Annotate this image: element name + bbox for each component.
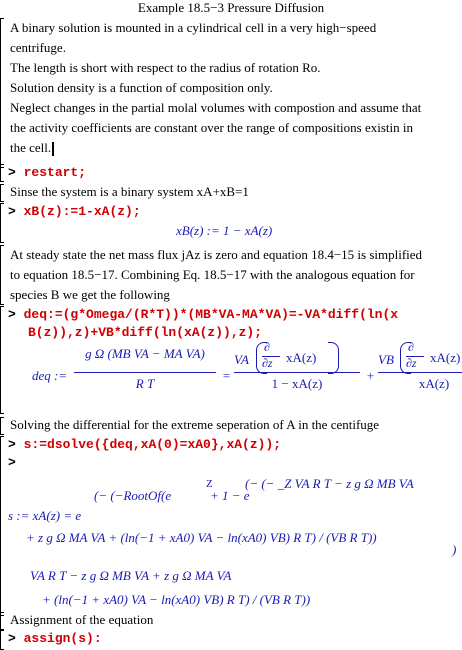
frac3-coef: VB — [378, 352, 394, 367]
frac3-bar — [378, 372, 462, 373]
prompt-symbol: > — [8, 165, 16, 180]
execution-group-bracket[interactable] — [0, 164, 4, 182]
input-line-assign[interactable] — [8, 630, 102, 648]
command-dsolve[interactable]: s:=dsolve({deq,xA(0)=xA0},xA(z)); — [23, 437, 282, 452]
command-restart[interactable]: restart; — [23, 165, 87, 180]
prompt-symbol: > — [8, 437, 16, 452]
intro-line: Neglect changes in the partial molal volumes with compostion and assume that — [10, 100, 422, 115]
text-line: to equation 18.5−17. Combining Eq. 18.5−17 with the analogous equation for — [10, 267, 415, 282]
frac2-denominator: 1 − xA(z) — [271, 376, 323, 391]
worksheet-title: Example 18.5−3 Pressure Diffusion — [137, 0, 325, 15]
prompt-symbol: > — [8, 307, 16, 322]
input-line-xb[interactable] — [8, 203, 141, 221]
text-assignment: Assignment of the equation — [10, 612, 154, 627]
execution-group-bracket[interactable] — [0, 245, 4, 305]
input-line-deq-cont[interactable] — [28, 324, 262, 342]
intro-line: the activity coefficients are constant over the range of compositions existin in — [10, 120, 413, 135]
execution-group-bracket[interactable] — [0, 612, 4, 630]
intro-line: The length is short with respect to the radius of rotation Ro. — [10, 60, 321, 75]
intro-line: centrifuge. — [10, 40, 66, 55]
deriv-bottom: ∂z — [406, 356, 417, 370]
text-line: At steady state the net mass flux jAz is zero and equation 18.4−15 is simplified — [10, 247, 423, 262]
output-xb: xB(z) := 1 − xA(z) — [176, 223, 273, 238]
command-deq[interactable]: deq:=(g*Omega/(R*T))*(MB*VA-MA*VA)=-VA*diff(ln(x — [23, 307, 399, 322]
frac1-bar — [74, 372, 216, 373]
frac2-numerator — [234, 340, 360, 372]
execution-group-bracket[interactable] — [0, 436, 4, 616]
frac1-denominator: R T — [135, 376, 155, 391]
intro-line: Solution density is a function of composition only. — [10, 80, 273, 95]
dsolve-line4: VA R T − z g Ω MB VA + z g Ω MA VA — [30, 568, 232, 583]
dsolve-line2b: + 1 − e — [210, 488, 250, 503]
deriv-arg: xA(z) — [430, 350, 461, 365]
intro-line — [10, 138, 421, 158]
text-solving: Solving the differential for the extreme seperation of A in the centifuge — [10, 417, 380, 432]
execution-group-bracket[interactable] — [0, 306, 4, 414]
text-line: species B we get the following — [10, 287, 170, 302]
intro-line: A binary solution is mounted in a cylindrical cell in a very high−speed — [10, 20, 377, 35]
deriv-top: ∂ — [408, 340, 414, 354]
input-line-deq[interactable] — [8, 306, 398, 324]
dsolve-close-paren: ) — [452, 542, 457, 557]
prompt-symbol: > — [8, 455, 16, 470]
dsolve-lhs: s := xA(z) = e — [8, 508, 82, 523]
dsolve-line5: + (ln(−1 + xA0) VA − ln(xA0) VB) R T) / (VB R T)) — [42, 592, 311, 607]
frac2-bar — [234, 372, 360, 373]
frac3-denominator: xA(z) — [418, 376, 450, 391]
text-cursor — [52, 142, 54, 156]
intro-text — [10, 18, 421, 158]
execution-group-bracket[interactable] — [0, 18, 4, 168]
frac1-numerator: g Ω (MB VA − MA VA) — [85, 346, 205, 361]
input-line-restart[interactable] — [8, 164, 86, 182]
command-deq-cont[interactable]: B(z)),z)+VB*diff(ln(xA(z)),z); — [28, 325, 263, 340]
intro-line-text: the cell. — [10, 140, 52, 155]
output-dsolve — [8, 472, 458, 616]
deq-lhs: deq := — [32, 368, 68, 383]
execution-group-bracket[interactable] — [0, 630, 4, 650]
input-line-dsolve[interactable] — [8, 436, 281, 454]
execution-group-bracket[interactable] — [0, 203, 4, 243]
dsolve-line3: + z g Ω MA VA + (ln(−1 + xA0) VA − ln(xA0) VB) R T) / (VB R T)) — [26, 530, 377, 545]
execution-group-bracket[interactable] — [0, 184, 4, 202]
command-assign[interactable]: assign(s): — [23, 631, 102, 646]
frac2-coef: VA — [234, 352, 249, 367]
frac3-numerator — [378, 340, 462, 372]
dsolve-line2: (− (−RootOf(e — [94, 488, 172, 503]
paren-right — [328, 342, 339, 374]
equals-sign: = — [222, 368, 231, 383]
dsolve-exp-z: Z — [206, 478, 213, 490]
input-line-empty[interactable] — [8, 454, 16, 472]
text-binary-system: Sinse the system is a binary system xA+xB=1 — [10, 184, 249, 199]
prompt-symbol: > — [8, 631, 16, 646]
deriv-top: ∂ — [264, 340, 270, 354]
plus-sign: + — [366, 368, 375, 383]
command-xb[interactable]: xB(z):=1-xA(z); — [23, 204, 141, 219]
text-steady-state — [10, 245, 422, 305]
prompt-symbol: > — [8, 204, 16, 219]
execution-group-bracket[interactable] — [0, 417, 4, 435]
deriv-arg: xA(z) — [286, 350, 317, 365]
deriv-bottom: ∂z — [262, 356, 273, 370]
dsolve-line1: (− (− _Z VA R T − z g Ω MB VA — [245, 476, 414, 491]
